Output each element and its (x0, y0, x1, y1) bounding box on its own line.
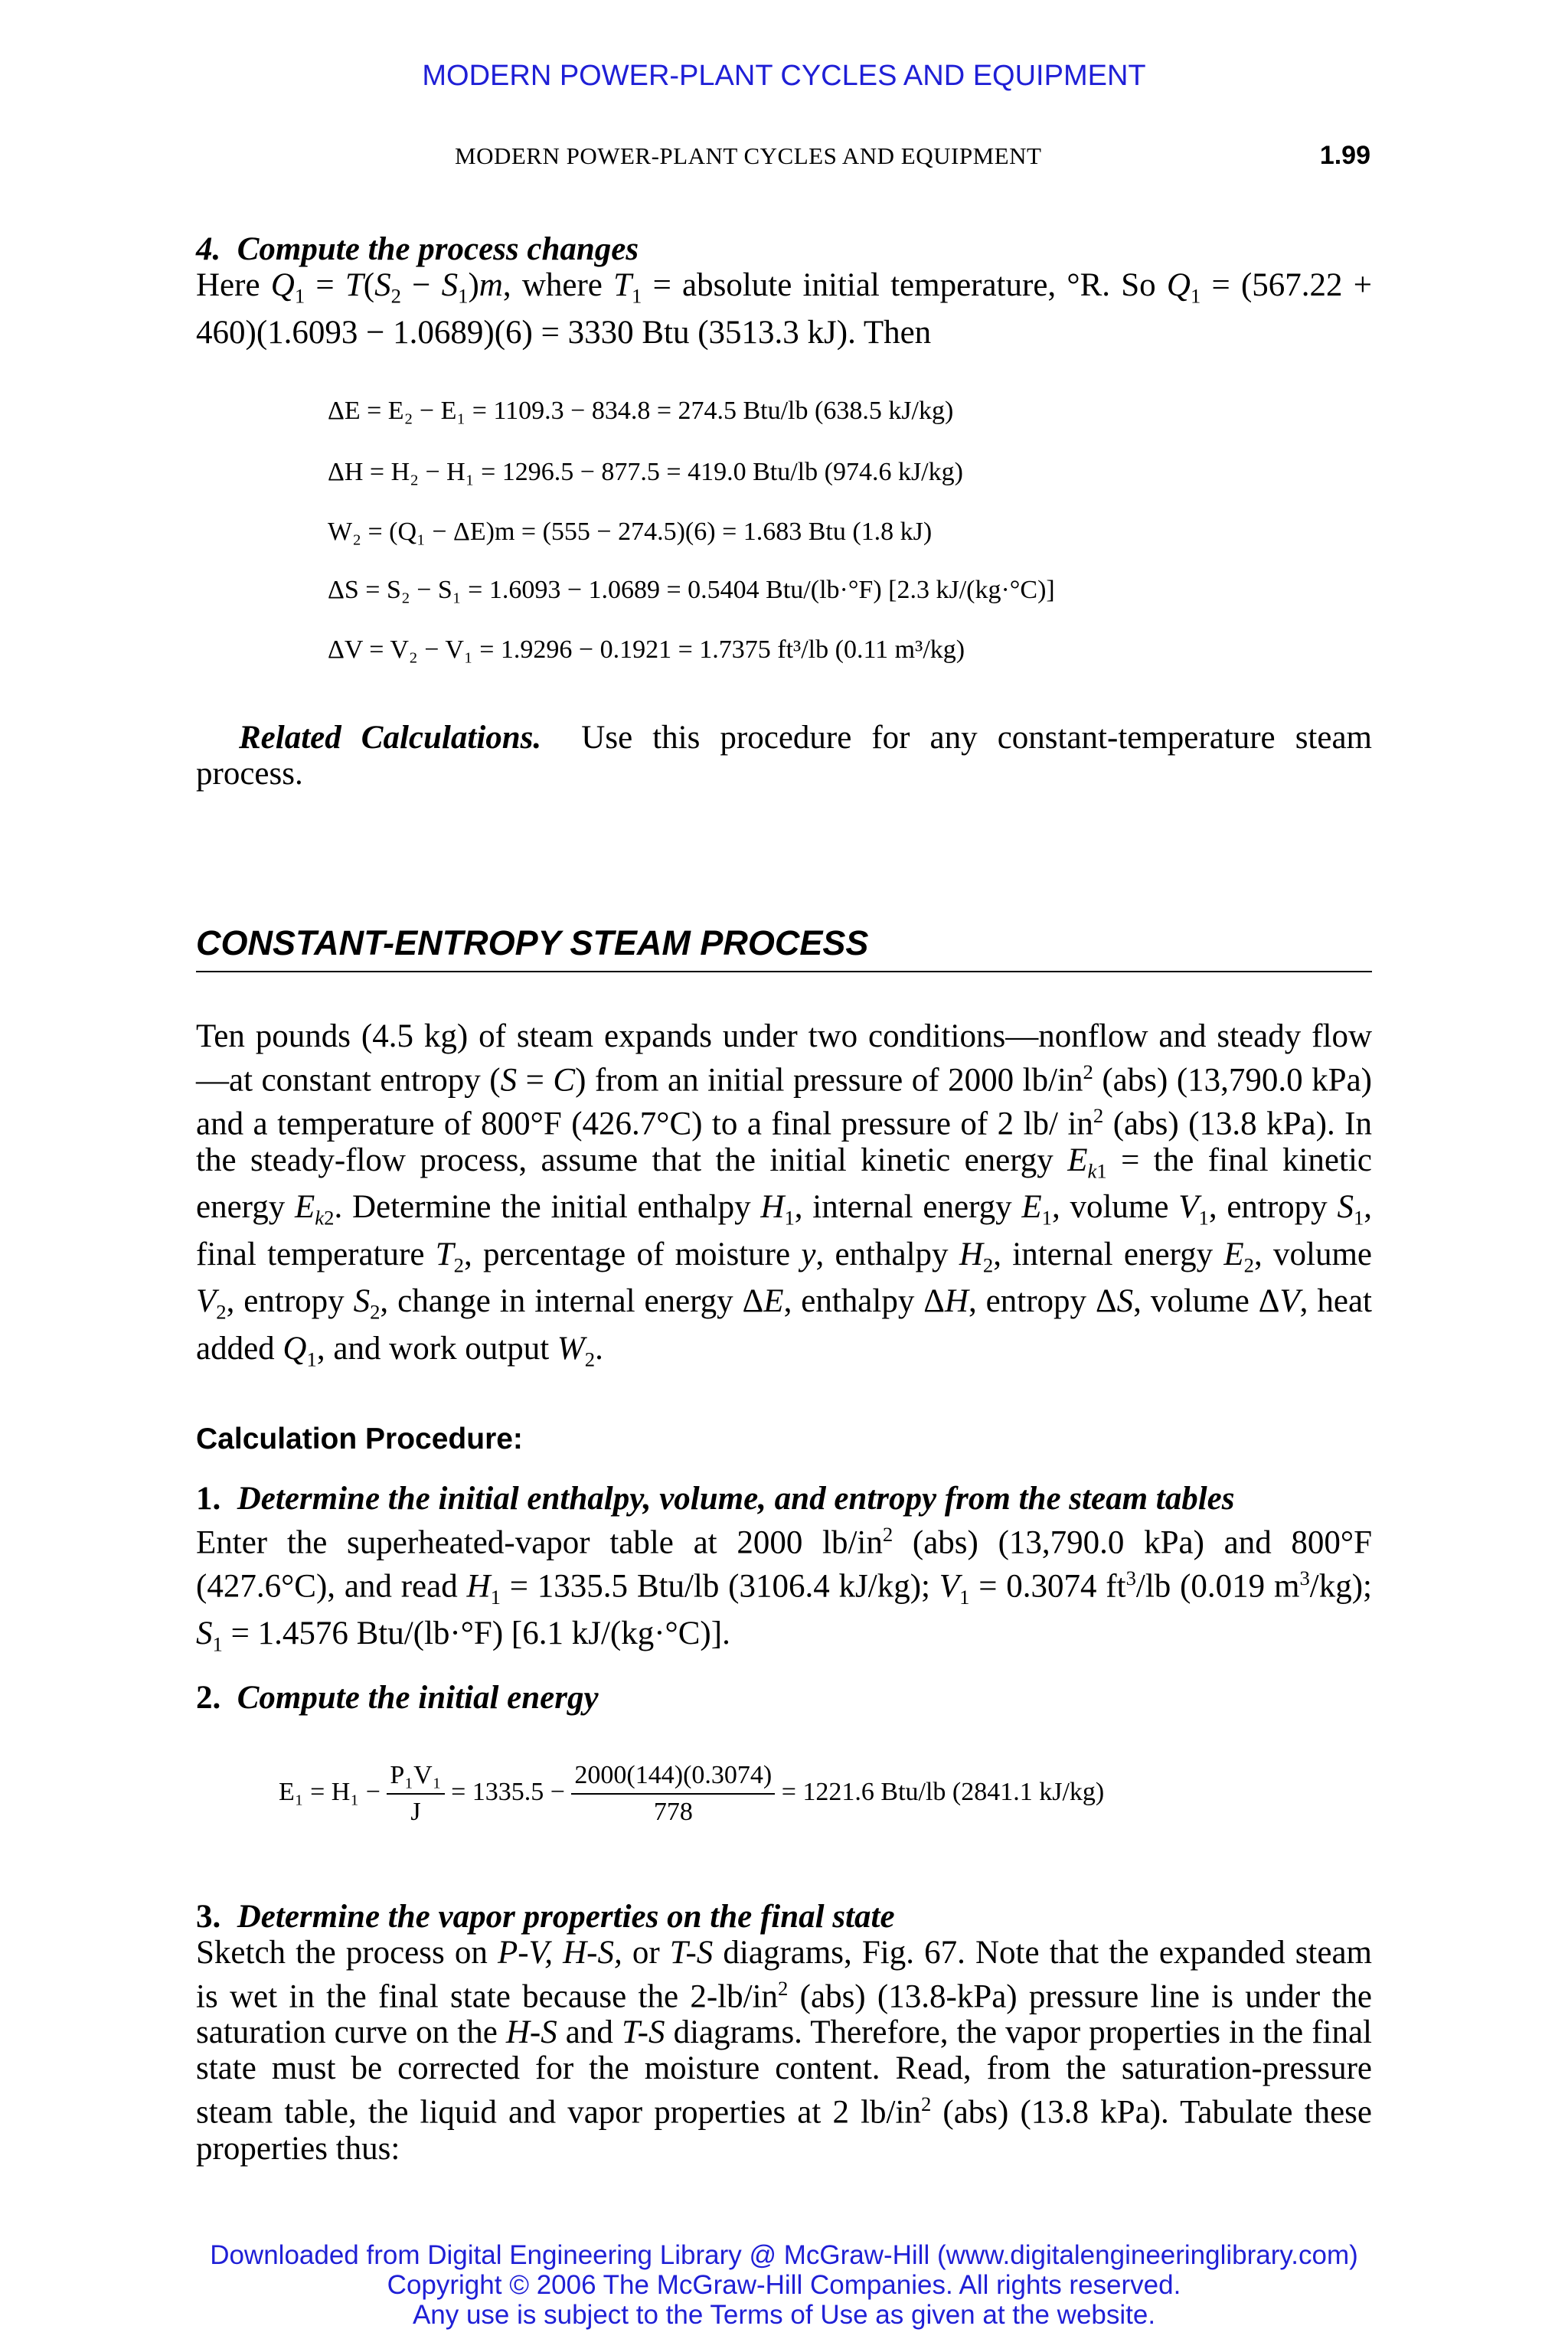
source-title-link[interactable]: MODERN POWER-PLANT CYCLES AND EQUIPMENT (422, 60, 1146, 92)
calculation-procedure-heading: Calculation Procedure: (196, 1423, 523, 1455)
step1-heading-text: Determine the initial enthalpy, volume, and entropy from the steam tables (237, 1481, 1235, 1517)
step1-number: 1. (196, 1481, 221, 1517)
problem-statement: Ten pounds (4.5 kg) of steam expands under two conditions—nonflow and steady flow—at constant entropy (S = C) from an initial pressure of 2000 $lb/in^2$ (abs) (13,790.0 kPa) and a temperature of 800°F (426.7°C) to a final pressure of 2 lb/ $in^2$ (abs) (13.8 kPa). In the steady-flow process, assume that the initial kinetic energy $E_{k1}$ = the final kinetic energy $E_{k2}$. Determine the initial enthalpy $H_1$, internal energy $E_1$, volume $V_1$, entropy $S_1$, final temperature $T_2$, percentage of moisture y, enthalpy $H_2$, internal energy $E_2$, volume $V_2$, entropy $S_2$, change in internal energy ΔE, enthalpy ΔH, entropy ΔS, volume ΔV, heat added $Q_1$, and work output $W_2$. (196, 1018, 1373, 1371)
related-calculations (196, 720, 1372, 792)
equation-w2: W₂ = (Q₁ − ΔE)m = (555 − 274.5)(6) = 1.683 Btu (1.8 kJ) (328, 518, 933, 546)
step3-heading-text: Determine the vapor properties on the final state (237, 1899, 895, 1935)
step3-paragraph (196, 1899, 1372, 2167)
eq2-fraction-numeric (571, 1761, 775, 1827)
step4-number: 4. (196, 231, 221, 267)
related-text: Use this procedure for any constant-temperature steam process. (196, 720, 1372, 792)
step3-number: 3. (196, 1899, 221, 1935)
step4-heading-text: Compute the process changes (237, 231, 639, 267)
eq2-frac1-num: P₁V₁ (387, 1761, 444, 1795)
equation-delta-h: ΔH = H₂ − H₁ = 1296.5 − 877.5 = 419.0 Btu/lb (974.6 kJ/kg) (328, 458, 963, 486)
eq2-rhs: = 1221.6 Btu/lb (2841.1 kJ/kg) (781, 1777, 1105, 1806)
footer-copyright: Copyright © 2006 The McGraw-Hill Companies. All rights reserved. (387, 2270, 1181, 2300)
step4-paragraph (196, 231, 1372, 351)
page-number: 1.99 (1319, 141, 1370, 170)
equation-delta-e: ΔE = E₂ − E₁ = 1109.3 − 834.8 = 274.5 Btu/lb (638.5 kJ/kg) (328, 397, 954, 425)
step1-paragraph (196, 1481, 1372, 1663)
related-label: Related Calculations. (239, 720, 542, 756)
step2-heading-text: Compute the initial energy (237, 1680, 599, 1716)
step2-paragraph (196, 1680, 1372, 1716)
footer-terms[interactable]: Any use is subject to the Terms of Use as given at the website. (412, 2300, 1156, 2330)
eq2-frac2-den: 778 (653, 1798, 693, 1826)
equation-delta-s: ΔS = S₂ − S₁ = 1.6093 − 1.0689 = 0.5404 Btu/(lb·°F) [2.3 kJ/(kg·°C)] (328, 576, 1055, 604)
eq2-mid: = 1335.5 − (451, 1777, 565, 1806)
step4-body: Here $Q_1 = T(S_2 - S_1)m$, where $T_1$ = absolute initial temperature, °R. So $Q_1 = (567.22 + 460)(1.6093 - 1.0689)(6) = 3330$ Btu (3513.3 kJ). Then (196, 267, 1372, 351)
eq2-frac1-den: J (410, 1798, 421, 1826)
footer-download-link[interactable]: Downloaded from Digital Engineering Library @ McGraw-Hill (www.digitalengineeringlibrary.com) (210, 2240, 1358, 2270)
equation-initial-energy (279, 1761, 1104, 1827)
step2-number: 2. (196, 1680, 221, 1716)
step1-heading (196, 1481, 1372, 1517)
eq2-fraction-pv-over-j (387, 1761, 444, 1827)
eq2-lhs: E₁ = H₁ − (279, 1777, 381, 1806)
equation-delta-v: ΔV = V₂ − V₁ = 1.9296 − 0.1921 = 1.7375 ft³/lb (0.11 m³/kg) (328, 635, 965, 664)
step2-heading (196, 1680, 1372, 1716)
step4-heading (196, 231, 1372, 267)
eq2-frac2-num: 2000(144)(0.3074) (571, 1761, 775, 1795)
section-title: CONSTANT-ENTROPY STEAM PROCESS (196, 923, 869, 962)
step3-body: Sketch the process on P-V, H-S, or T-S diagrams, Fig. 67. Note that the expanded steam is wet in the final state because the $2-lb/in^2$ (abs) (13.8-kPa) pressure line is under the saturation curve on the H-S and T-S diagrams. Therefore, the vapor properties in the final state must be corrected for the moisture content. Read, from the saturation-pressure steam table, the liquid and vapor properties at 2 $lb/in^2$ (abs) (13.8 kPa). Tabulate these properties thus: (196, 1935, 1373, 2167)
step3-heading (196, 1899, 1372, 1935)
running-head: MODERN POWER-PLANT CYCLES AND EQUIPMENT (455, 142, 1042, 169)
section-rule (196, 971, 1372, 972)
step1-body: Enter the superheated-vapor table at 2000 $lb/in^2$ (abs) (13,790.0 kPa) and 800°F (427.6°C), and read $H_1 = 1335.5$ Btu/lb (3106.4 kJ/kg); $V_1 = 0.3074$ $ft^3/lb$ (0.019 $m^3/kg$); $S_1 = 1.4576$ Btu/(lb·°F) [6.1 kJ/(kg·°C)]. (196, 1523, 1373, 1656)
